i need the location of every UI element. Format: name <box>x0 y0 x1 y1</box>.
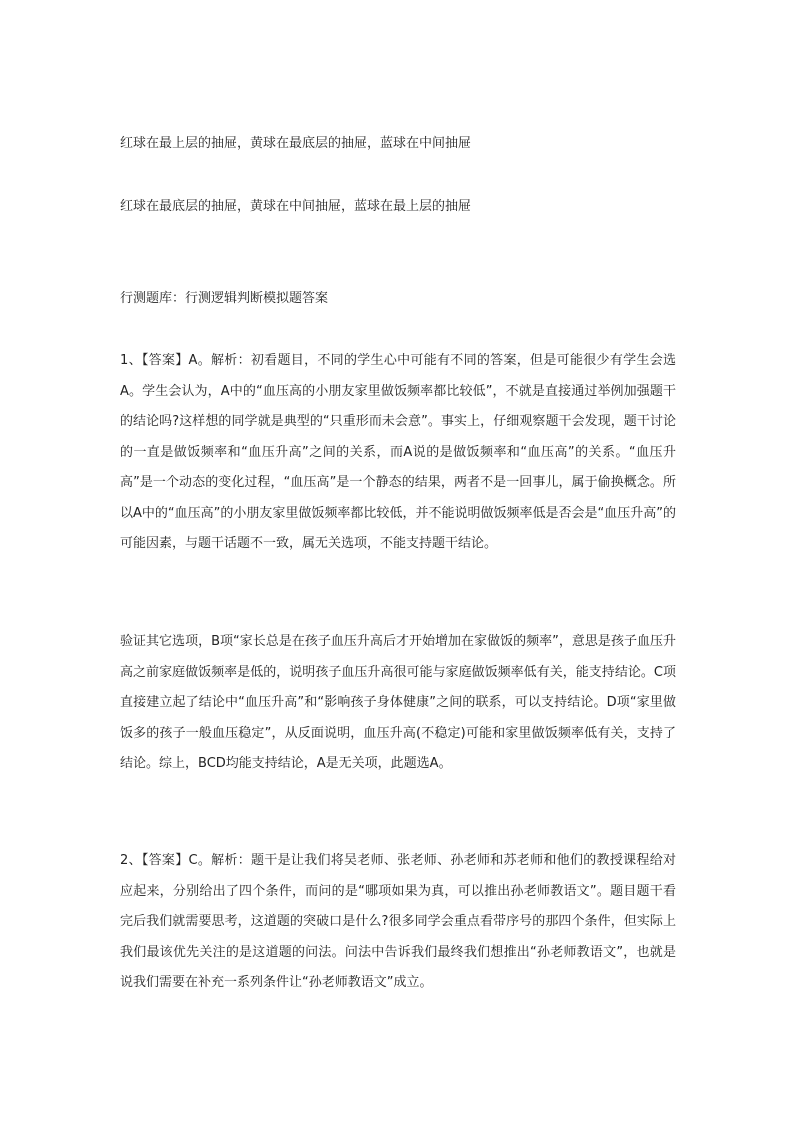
answer-paragraph-1-continued: 验证其它选项，B项“家长总是在孩子血压升高后才开始增加在家做饭的频率”，意思是孩子血压升高之前家庭做饭频率是低的，说明孩子血压升高很可能与家庭做饭频率低有关，能支持结论。C项直接建立起了结论中“血压升高”和“影响孩子身体健康”之间的联系，可以支持结论。D项“家里做饭多的孩子一般血压稳定”，从反面说明，血压升高(不稳定)可能和家里做饭频率低有关，支持了结论。综上，BCD均能支持结论，A是无关项，此题选A。 <box>120 634 676 771</box>
answer-paragraph-2: 2、【答案】C。解析：题干是让我们将吴老师、张老师、孙老师和苏老师和他们的教授课程给对应起来，分别给出了四个条件，而问的是“哪项如果为真，可以推出孙老师教语文”。题目题干看完后我们就需要思考，这道题的突破口是什么?很多同学会重点看带序号的那四个条件，但实际上我们最该优先关注的是这道题的问法。问法中告诉我们最终我们想推出“孙老师教语文”，也就是说我们需要在补充一系列条件让“孙老师教语文”成立。 <box>120 853 676 990</box>
answer-paragraph-1: 1、【答案】A。解析：初看题目，不同的学生心中可能有不同的答案，但是可能很少有学生会选A。学生会认为，A中的“血压高的小朋友家里做饭频率都比较低”，不就是直接通过举例加强题干的结论吗?这样想的同学就是典型的“只重形而未会意”。事实上，仔细观察题干会发现，题干讨论的一直是做饭频率和“血压升高”之间的关系，而A说的是做饭频率和“血压高”的关系。“血压升高”是一个动态的变化过程，“血压高”是一个静态的结果，两者不是一回事儿，属于偷换概念。所以A中的“血压高”的小朋友家里做饭频率都比较低，并不能说明做饭频率低是否会是“血压升高”的可能因素，与题干话题不一致，属无关选项，不能支持题干结论。 <box>120 353 676 551</box>
option-line-2: 红球在最底层的抽屉，黄球在中间抽屉，蓝球在最上层的抽屉 <box>120 199 472 214</box>
option-line-1: 红球在最上层的抽屉，黄球在最底层的抽屉，蓝球在中间抽屉 <box>120 136 472 151</box>
source-heading: 行测题库：行测逻辑判断模拟题答案 <box>120 291 329 306</box>
